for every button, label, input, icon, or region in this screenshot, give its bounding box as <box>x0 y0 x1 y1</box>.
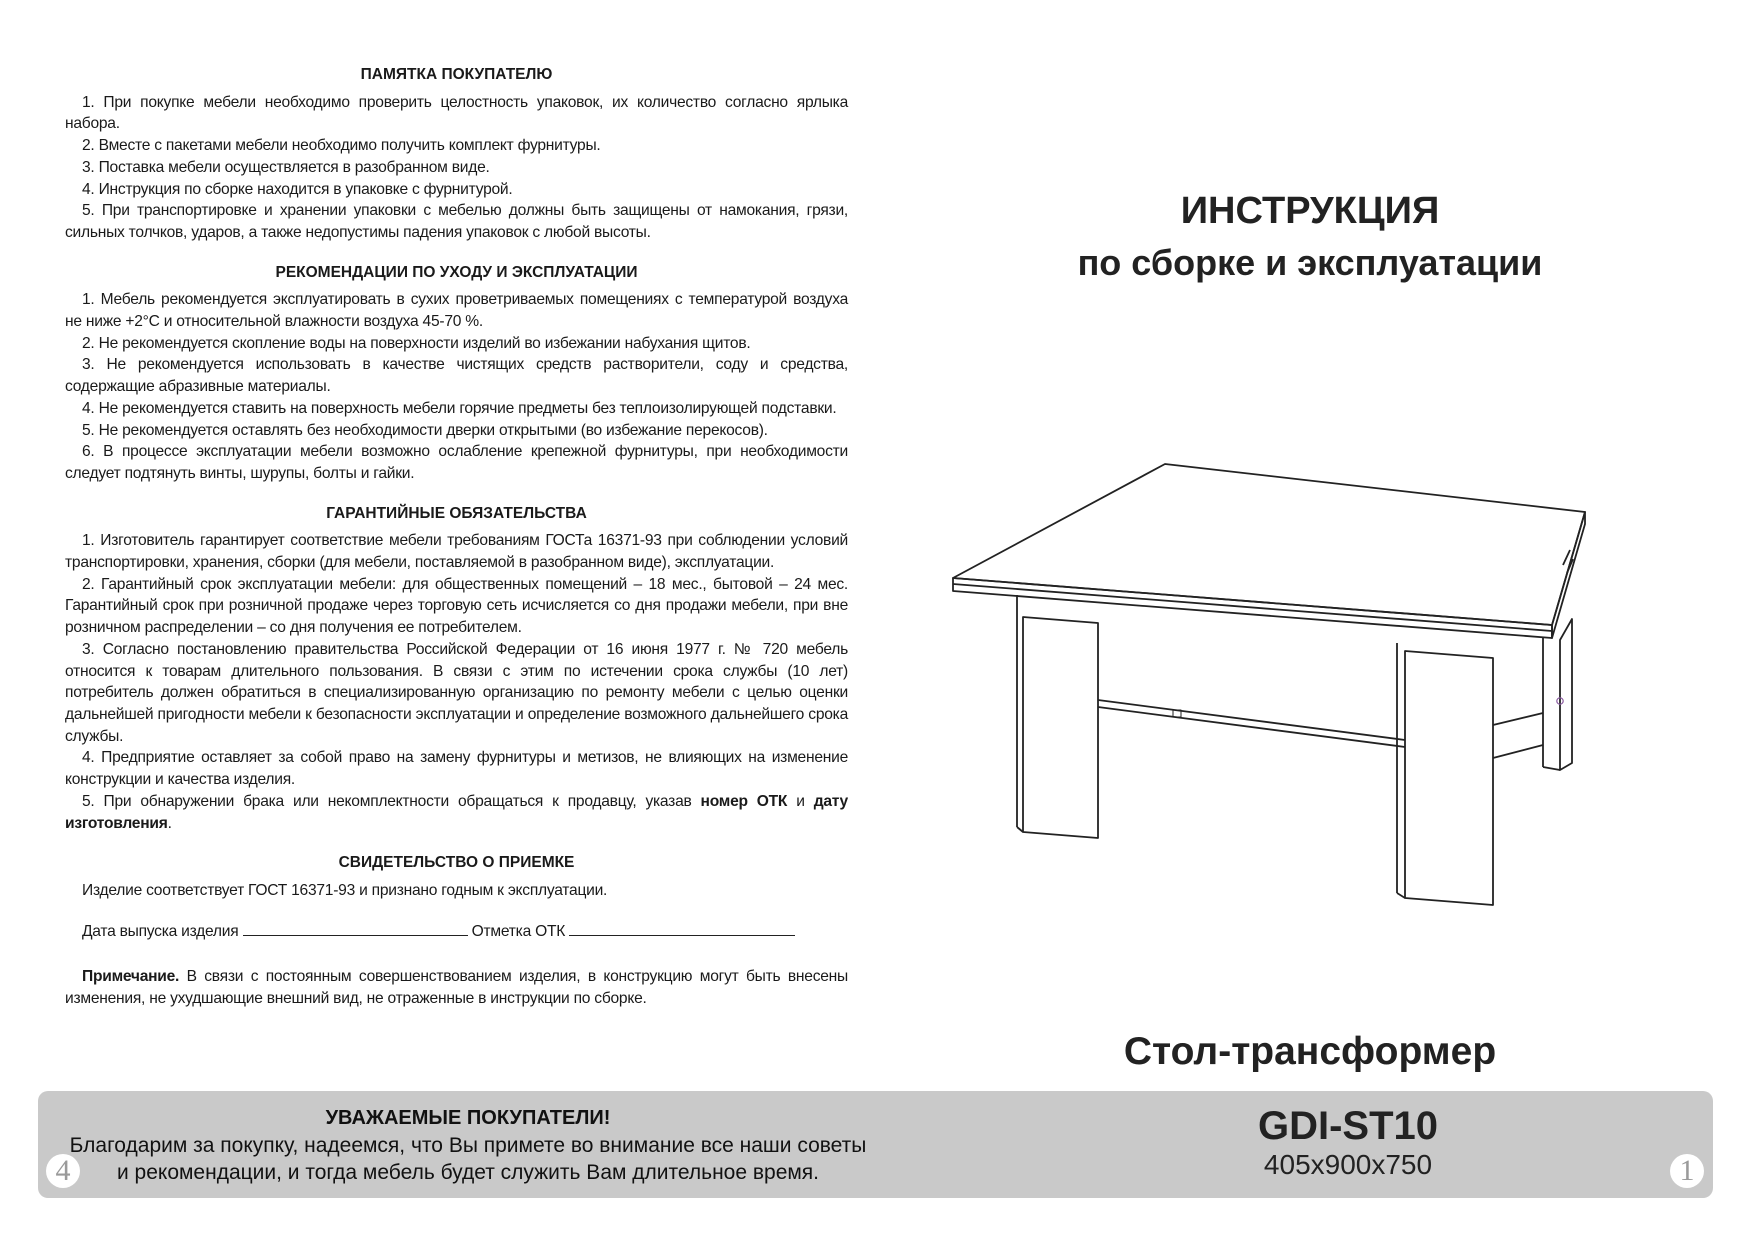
bottom-bar <box>38 1091 1713 1198</box>
memo-title: ПАМЯТКА ПОКУПАТЕЛЮ <box>360 66 553 83</box>
instruction-subheading: по сборке и эксплуатации <box>1077 242 1543 283</box>
care-item: 6. В процессе эксплуатации мебели возможно ослабление крепежной фурнитуры, при необходимости следует подтянуть винты, шурупы, болты и гайки. <box>65 443 848 482</box>
thanks-line-1: Благодарим за покупку, надеемся, что Вы примете во внимание все наши советы <box>69 1134 867 1157</box>
otk-label: Отметка ОТК <box>471 922 566 940</box>
care-item: 2. Не рекомендуется скопление воды на поверхности изделий во избежании набухания щитов. <box>82 334 751 352</box>
date-blank <box>243 920 468 936</box>
acceptance-text: Изделие соответствует ГОСТ 16371-93 и признано годным к эксплуатации. <box>82 881 608 899</box>
model-code: GDI-ST10 <box>1257 1104 1439 1148</box>
note: Примечание. В связи с постоянным совершенствованием изделия, в конструкцию могут быть внесены изменения, не ухудшающие внешний вид, не отраженные в инструкции по сборке. <box>65 968 848 1008</box>
table-illustration <box>945 455 1690 930</box>
care-item: 1. Мебель рекомендуется эксплуатировать в сухих проветриваемых помещениях с температурой воздуха не ниже +2°С и относительной влажности воздуха 45-70 %. <box>65 291 848 331</box>
stretcher <box>1098 700 1405 740</box>
leg-front-right <box>1405 651 1493 905</box>
tabletop-surface <box>953 464 1585 625</box>
thanks-line-2: и рекомендации, и тогда мебель будет служить Вам длительное время. <box>116 1161 820 1184</box>
page-number-left: 4 <box>46 1154 80 1188</box>
memo-item: 4. Инструкция по сборке находится в упаковке с фурнитурой. <box>82 180 513 198</box>
otk-blank <box>569 920 795 936</box>
instruction-heading: ИНСТРУКЦИЯ <box>1180 190 1440 232</box>
warranty-item-5: 5. При обнаружении брака или некомплектности обращаться к продавцу, указав номер ОТК и дату изготовления. <box>65 792 848 832</box>
warranty-item: 4. Предприятие оставляет за собой право на замену фурнитуры и метизов, не влияющих на изменение конструкции и качества изделия. <box>65 749 848 789</box>
memo-item: 1. При покупке мебели необходимо проверить целостность упаковок, их количество согласно ярлыка набора. <box>65 93 848 133</box>
thanks-message <box>58 1105 878 1186</box>
model-dimensions: 405x900x750 <box>1263 1149 1433 1180</box>
care-title: РЕКОМЕНДАЦИИ ПО УХОДУ И ЭКСПЛУАТАЦИИ <box>275 263 638 281</box>
warranty-item: 1. Изготовитель гарантирует соответствие мебели требованиям ГОСТа 16371-93 при соблюдении условий транспортировки, хранения, сборки (для мебели, поставляемой в разобранном виде), эксплуатации. <box>65 532 848 572</box>
memo-item: 3. Поставка мебели осуществляется в разобранном виде. <box>82 158 490 176</box>
date-label: Дата выпуска изделия <box>82 922 239 940</box>
warranty-item: 3. Согласно постановлению правительства Российской Федерации от 16 июня 1977 г. № 720 мебель относится к товарам длительного пользования. В связи с этим по истечении срока службы (10 лет) потребитель должен обратиться в специализированную организацию по ремонту мебели с целью оценки дальнейшей пригодности мебели к безопасности эксплуатации и определение возможного дальнейшего срока службы. <box>65 640 848 745</box>
page-number-right: 1 <box>1670 1154 1704 1188</box>
care-item: 3. Не рекомендуется использовать в качестве чистящих средств растворители, соду и средства, содержащие абразивные материалы. <box>65 356 848 396</box>
acceptance-title: СВИДЕТЕЛЬСТВО О ПРИЕМКЕ <box>338 854 575 872</box>
warranty-item: 2. Гарантийный срок эксплуатации мебели: для общественных помещений – 18 мес., бытовой – 24 мес. Гарантийный срок при розничной продаже через торговую сеть исчисляется со дня продажи мебели, при вне розничном распределении – со дня получения ее потребителем. <box>65 575 848 637</box>
care-item: 4. Не рекомендуется ставить на поверхность мебели горячие предметы без теплоизолирующей подставки. <box>82 399 837 417</box>
cover-title <box>1000 185 1620 289</box>
memo-item: 2. Вместе с пакетами мебели необходимо получить комплект фурнитуры. <box>82 137 601 155</box>
leg-back-right <box>1560 619 1572 770</box>
warranty-title: ГАРАНТИЙНЫЕ ОБЯЗАТЕЛЬСТВА <box>326 504 587 522</box>
tabletop-side-edge <box>1552 512 1585 638</box>
left-page <box>65 64 848 1010</box>
memo-item: 5. При транспортировке и хранении упаковки с мебелью должны быть защищены от намокания, грязи, сильных толчков, ударов, а также недопустимы падения упаковок с любой высоты. <box>65 202 848 241</box>
acceptance-fields <box>65 920 848 943</box>
product-name: Стол-трансформер <box>1123 1030 1497 1073</box>
model-info <box>1133 1103 1563 1181</box>
thanks-heading: УВАЖАЕМЫЕ ПОКУПАТЕЛИ! <box>325 1107 611 1129</box>
care-item: 5. Не рекомендуется оставлять без необходимости дверки открытыми (во избежание перекосов). <box>82 421 768 439</box>
leg-front-left <box>1023 617 1098 838</box>
